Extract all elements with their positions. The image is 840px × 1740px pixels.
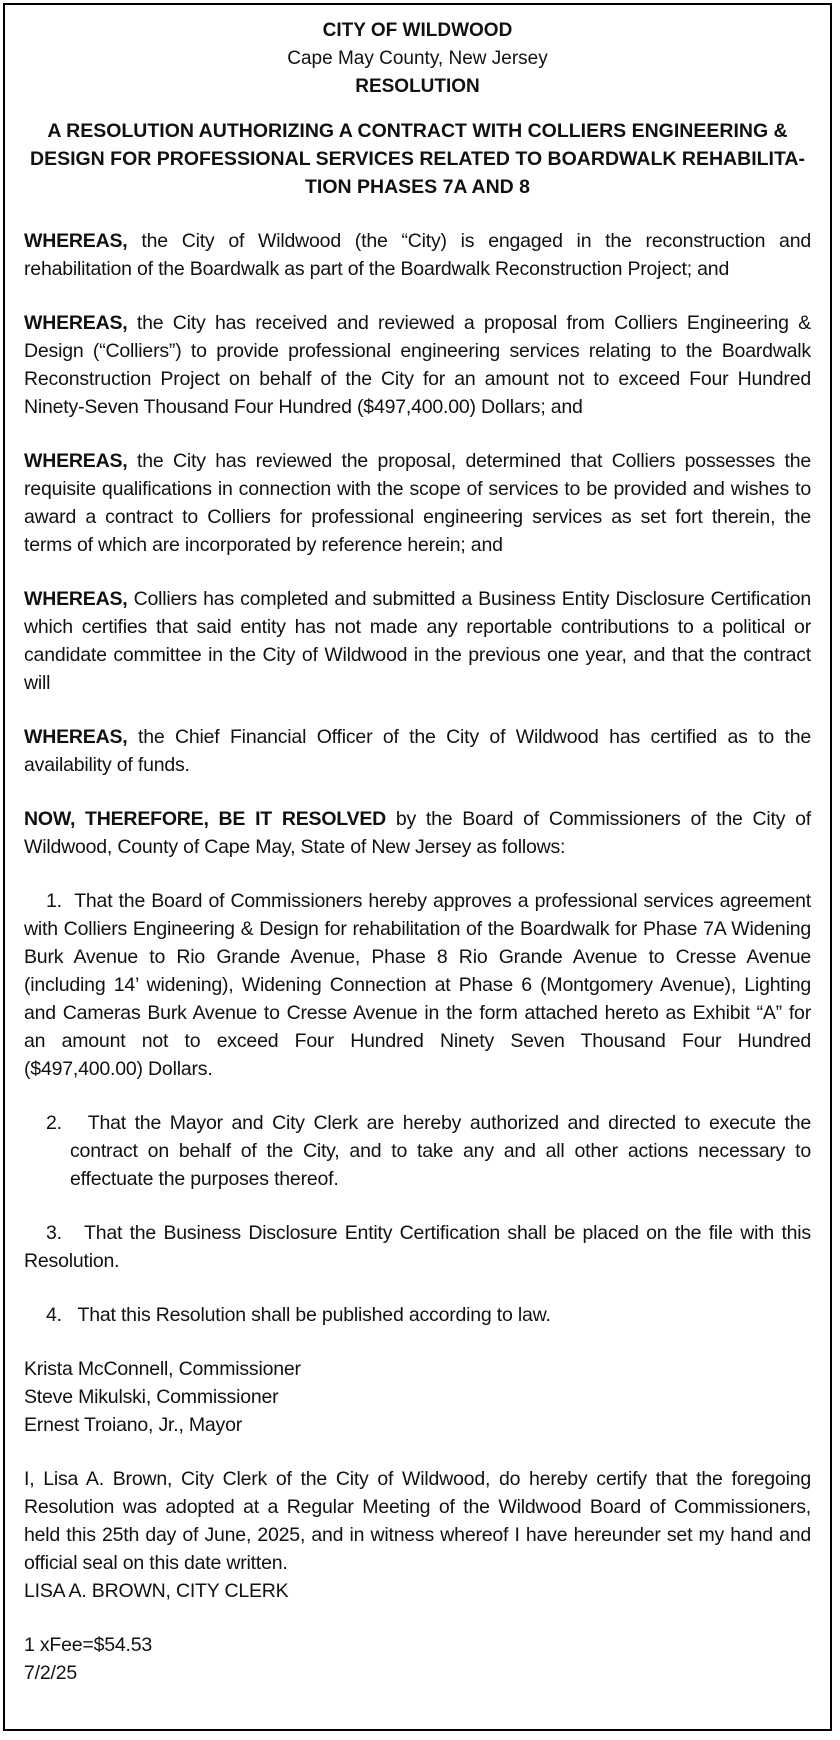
item-text: That this Resolution shall be published according to law. (77, 1304, 551, 1326)
signatory: Ernest Troiano, Jr., Mayor (24, 1414, 243, 1436)
whereas-lead: WHEREAS, (24, 312, 128, 334)
fee-line: 1 xFee=$54.53 (24, 1634, 153, 1656)
whereas-text: the City has reviewed the proposal, determined that Colliers possesses the requisite qualifications in connection with the scope of services to be provided and wishes to award a contract to Colliers for professional engineering services as set fort therein, the terms of which are incorporated by reference herein; and (24, 450, 811, 556)
certification-text: I, Lisa A. Brown, City Clerk of the City of Wildwood, do hereby certify that the foregoing Resolution was adopted at a Regular Meeting of the Wildwood Board of Commissioners, held this 25th day of June, 2025, and in witness whereof I have hereunder set my hand and official seal on this date written. (24, 1468, 811, 1574)
resolved-lead: NOW, THEREFORE, BE IT RESOLVED (24, 808, 387, 830)
whereas-text: Colliers has completed and submitted a Business Entity Disclosure Certification which certifies that said entity has not made any reportable contributions to a political or candidate committee in the City of Wildwood in the previous one year, and that the contract will (24, 588, 811, 694)
item-number: 2. (46, 1112, 62, 1134)
item-text: That the Business Disclosure Entity Certification shall be placed on the file with this Resolution. (24, 1222, 811, 1272)
notice-header (24, 17, 811, 101)
document-type: RESOLUTION (355, 76, 480, 97)
whereas-clause (24, 227, 811, 283)
item-text: That the Mayor and City Clerk are hereby authorized and directed to execute the contract on behalf of the City, and to take any and all other actions necessary to effectuate the purposes thereof. (70, 1112, 811, 1190)
whereas-text: the City of Wildwood (the “City) is engaged in the reconstruction and rehabilitation of the Boardwalk as part of the Boardwalk Reconstruction Project; and (24, 230, 811, 280)
whereas-lead: WHEREAS, (24, 450, 128, 472)
item-number: 4. (46, 1304, 62, 1326)
whereas-clause (24, 309, 811, 421)
whereas-text: the Chief Financial Officer of the City of Wildwood has certified as to the availability of funds. (24, 726, 811, 776)
publication-date: 7/2/25 (24, 1662, 78, 1684)
notice-footer (24, 1631, 811, 1687)
item-number: 1. (46, 890, 62, 912)
city-name: CITY OF WILDWOOD (322, 20, 513, 41)
whereas-clause (24, 723, 811, 779)
whereas-clause (24, 585, 811, 697)
resolution-item (24, 1301, 811, 1329)
item-number: 3. (46, 1222, 62, 1244)
resolved-text: by the Board of Commissioners of the City of Wildwood, County of Cape May, State of New Jersey as follows: (24, 808, 811, 858)
clerk-signature: LISA A. BROWN, CITY CLERK (24, 1580, 289, 1602)
clerk-certification (24, 1465, 811, 1605)
signatory: Krista McConnell, Commissioner (24, 1358, 301, 1380)
resolution-item (24, 1109, 811, 1193)
whereas-lead: WHEREAS, (24, 230, 128, 252)
item-text: That the Board of Commissioners hereby approves a professional services agreement with Colliers Engineering & Design for rehabilitation of the Boardwalk for Phase 7A Widening Burk Avenue to Rio Grande Avenue, Phase 8 Rio Grande Avenue to Cresse Avenue (including 14’ widening), Widening Connection at Phase 6 (Montgomery Avenue), Lighting and Cameras Burk Avenue to Cresse Avenue in the form attached hereto as Exhibit “A” for an amount not to exceed Four Hundred Ninety Seven Thousand Four Hundred ($497,400.00) Dollars. (24, 890, 811, 1080)
signatories (24, 1355, 811, 1439)
whereas-lead: WHEREAS, (24, 726, 128, 748)
resolution-item (24, 887, 811, 1083)
resolution-title: A RESOLUTION AUTHORIZING A CONTRACT WITH COLLIERS ENGINEERING & DESIGN FOR PROFESSIONAL SERVICES RELATED TO BOARDWALK REHABILITA-TION PHASES 7A AND 8 (30, 120, 805, 198)
whereas-lead: WHEREAS, (24, 588, 128, 610)
signatory: Steve Mikulski, Commissioner (24, 1386, 279, 1408)
resolution-item (24, 1219, 811, 1275)
resolved-clause (24, 805, 811, 861)
legal-notice (3, 3, 832, 1731)
whereas-text: the City has received and reviewed a proposal from Colliers Engineering & Design (“Colliers”) to provide professional engineering services relating to the Boardwalk Reconstruction Project on behalf of the City for an amount not to exceed Four Hundred Ninety-Seven Thousand Four Hundred ($497,400.00) Dollars; and (24, 312, 811, 418)
whereas-clause (24, 447, 811, 559)
county-line: Cape May County, New Jersey (287, 48, 548, 69)
